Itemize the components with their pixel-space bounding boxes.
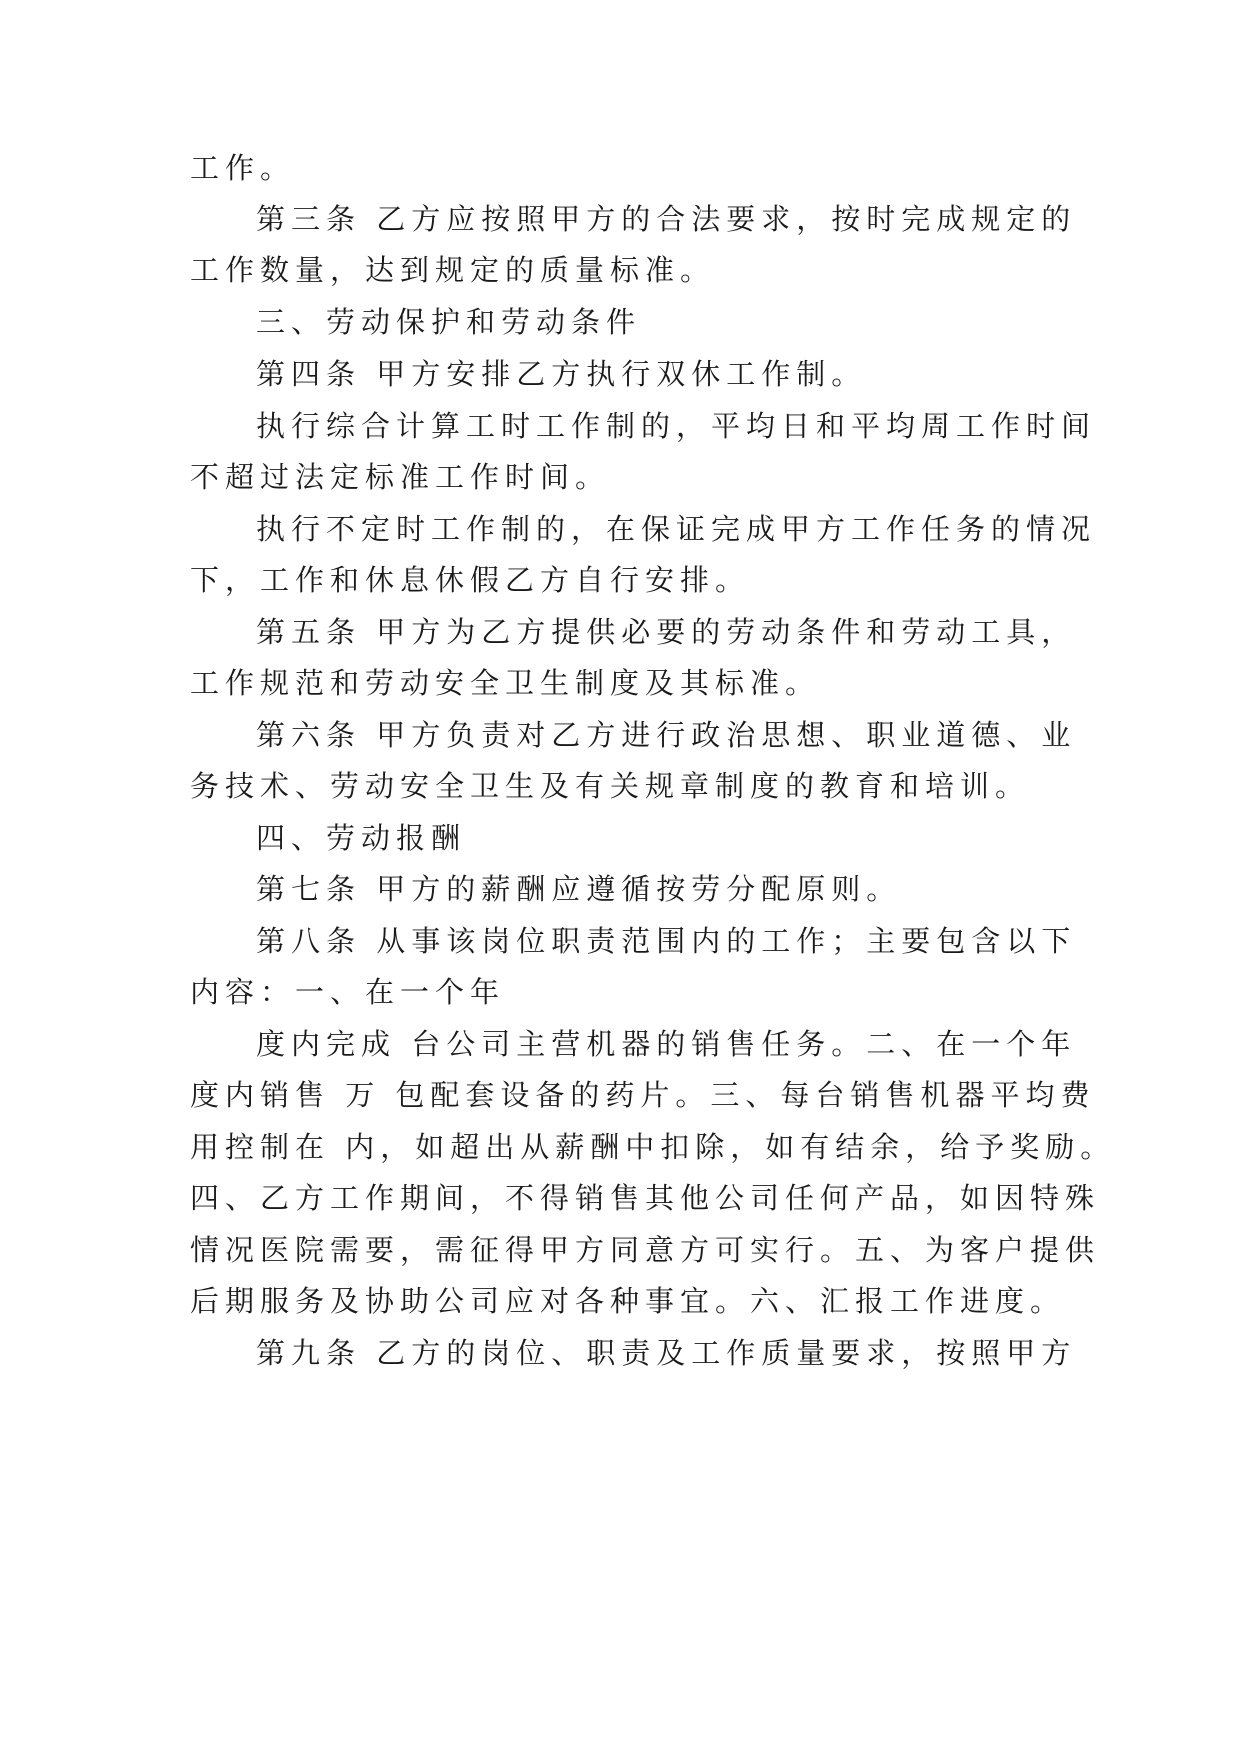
text-line: 务技术、劳动安全卫生及有关规章制度的教育和培训。 [190, 769, 1031, 803]
text-line: 第三条 乙方应按照甲方的合法要求，按时完成规定的 [256, 202, 1077, 236]
text-line: 执行不定时工作制的，在保证完成甲方工作任务的情况 [256, 512, 1097, 546]
text-line: 执行综合计算工时工作制的，平均日和平均周工作时间 [256, 409, 1097, 443]
text-line: 情况医院需要，需征得甲方同意方可实行。五、为客户提供 [190, 1233, 1101, 1267]
text-line: 用控制在 内，如超出从薪酬中扣除，如有结余，给予奖励。 [190, 1130, 1116, 1164]
text-line: 内容：一、在一个年 [190, 975, 506, 1009]
text-line: 第五条 甲方为乙方提供必要的劳动条件和劳动工具， [256, 615, 1077, 649]
text-line: 后期服务及协助公司应对各种事宜。六、汇报工作进度。 [190, 1284, 1066, 1318]
text-line: 第九条 乙方的岗位、职责及工作质量要求，按照甲方 [256, 1336, 1077, 1370]
text-line: 工作。 [190, 151, 296, 185]
text-line: 工作规范和劳动安全卫生制度及其标准。 [190, 666, 821, 700]
text-line: 度内销售 万 包配套设备的药片。三、每台销售机器平均费 [190, 1078, 1096, 1112]
text-line: 第八条 从事该岗位职责范围内的工作；主要包含以下 [256, 924, 1077, 958]
text-line: 度内完成 台公司主营机器的销售任务。二、在一个年 [256, 1027, 1077, 1061]
text-line: 不超过法定标准工作时间。 [190, 460, 611, 494]
text-line: 工作数量，达到规定的质量标准。 [190, 253, 716, 287]
text-line: 第四条 甲方安排乙方执行双休工作制。 [256, 357, 867, 391]
text-line: 下，工作和休息休假乙方自行安排。 [190, 563, 751, 597]
text-line: 四、乙方工作期间，不得销售其他公司任何产品，如因特殊 [190, 1181, 1101, 1215]
text-line: 第七条 甲方的薪酬应遵循按劳分配原则。 [256, 872, 902, 906]
text-line: 第六条 甲方负责对乙方进行政治思想、职业道德、业 [256, 718, 1077, 752]
section-heading: 三、劳动保护和劳动条件 [256, 305, 642, 339]
section-heading: 四、劳动报酬 [256, 821, 467, 855]
